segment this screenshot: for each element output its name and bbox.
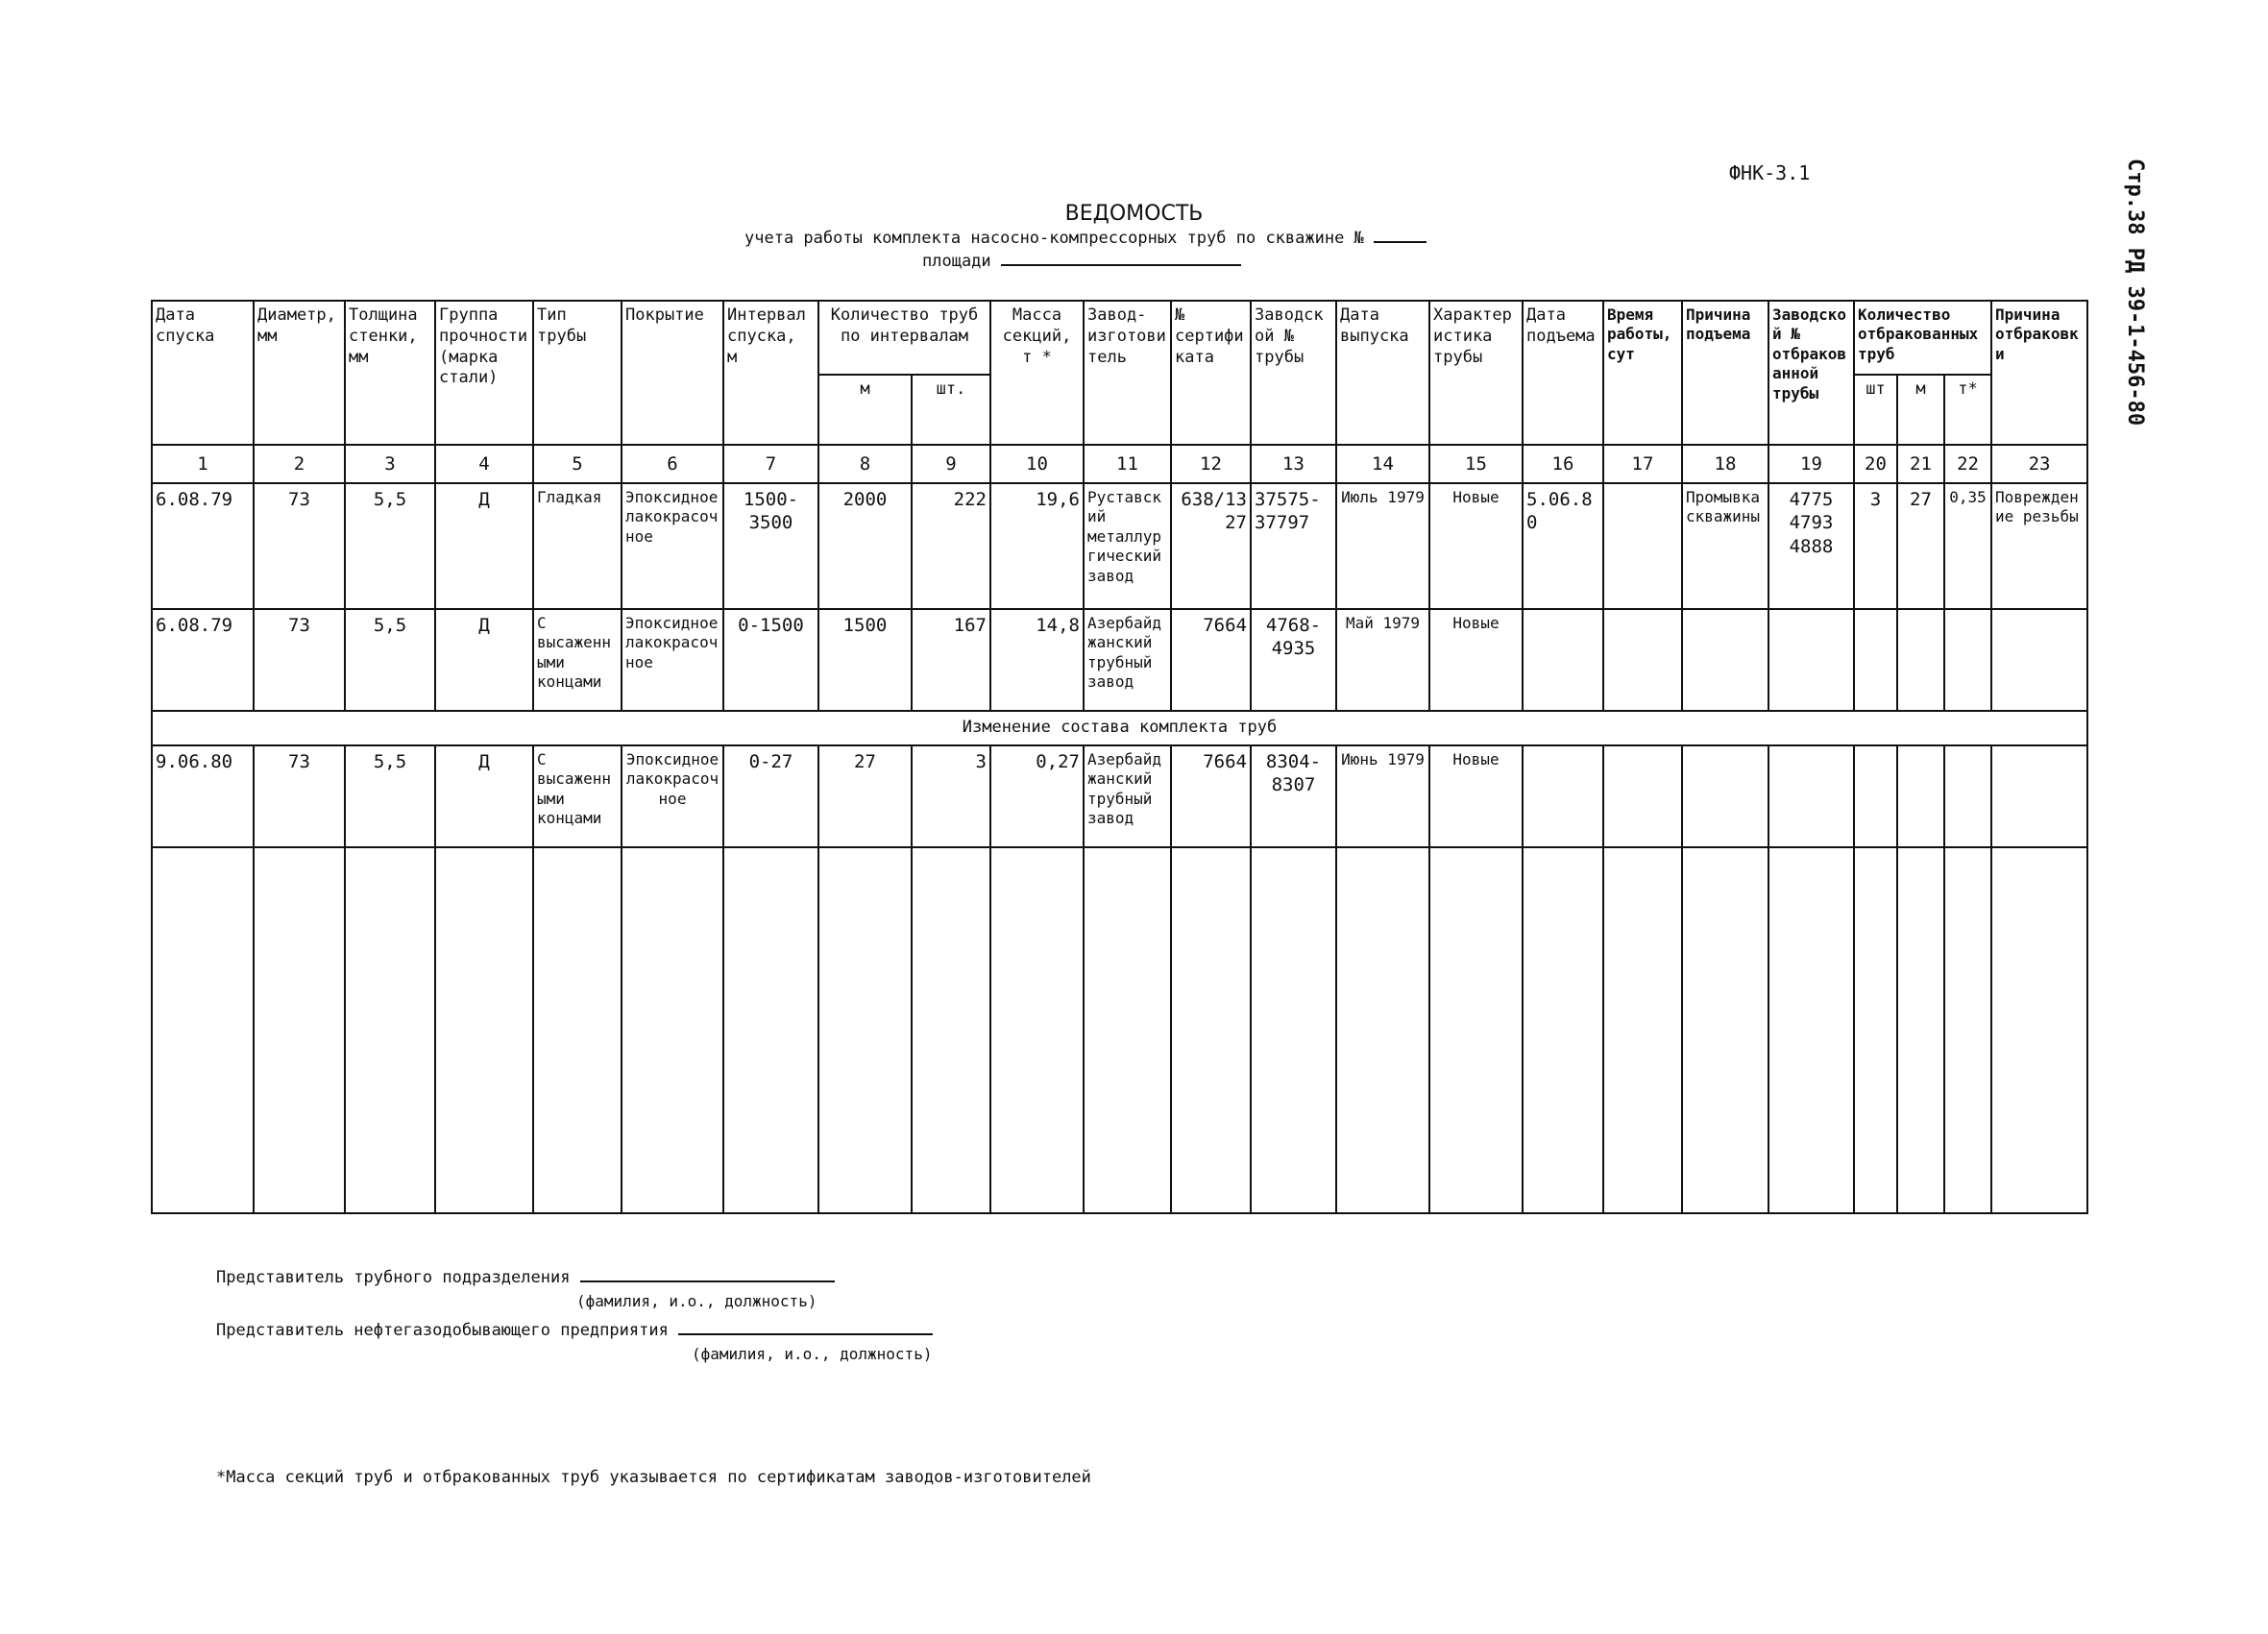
column-number: 9 [912, 445, 990, 483]
cell-characteristic: Новые [1429, 483, 1523, 609]
cell-rejected-pcs [1854, 609, 1897, 711]
empty-cell[interactable] [818, 847, 912, 1213]
table-row [152, 609, 2087, 711]
cell-work-time [1603, 609, 1682, 711]
column-number: 10 [990, 445, 1084, 483]
form-code: ФНК-3.1 [1729, 161, 1811, 184]
empty-cell[interactable] [152, 847, 254, 1213]
empty-cell[interactable] [1682, 847, 1768, 1213]
header-thickness: Толщина стенки, мм [345, 301, 435, 445]
header-pipe-number: Заводской № трубы [1251, 301, 1336, 445]
cell-rejected-number [1768, 609, 1854, 711]
header-rejected-number: Заводской № отбракованной трубы [1768, 301, 1854, 445]
cell-rejected-m [1897, 745, 1944, 847]
cell-pieces: 3 [912, 745, 990, 847]
empty-cell[interactable] [1897, 847, 1944, 1213]
cell-issue-date: Июль 1979 [1336, 483, 1429, 609]
cell-rejected-t [1944, 745, 1991, 847]
empty-cell[interactable] [1429, 847, 1523, 1213]
document-title: ВЕДОМОСТЬ [1064, 202, 1204, 226]
cell-lift-date: 5.06.80 [1523, 483, 1603, 609]
cell-rejected-m [1897, 609, 1944, 711]
cell-pipe-number: 4768-4935 [1251, 609, 1336, 711]
cell-work-time [1603, 745, 1682, 847]
column-number: 19 [1768, 445, 1854, 483]
header-issue-date: Дата выпуска [1336, 301, 1429, 445]
cell-meters: 2000 [818, 483, 912, 609]
empty-cell[interactable] [1991, 847, 2087, 1213]
cell-diameter: 73 [254, 609, 345, 711]
cell-manufacturer: Азербайджанский трубный завод [1084, 609, 1171, 711]
cell-certificate: 7664 [1171, 609, 1251, 711]
cell-issue-date: Май 1979 [1336, 609, 1429, 711]
area-line [922, 252, 1241, 271]
empty-row [152, 847, 2087, 1213]
pipe-rep-signature-line[interactable] [580, 1280, 835, 1282]
header-rejected-m: м [1897, 375, 1944, 445]
empty-cell[interactable] [1523, 847, 1603, 1213]
header-rejected-t: т* [1944, 375, 1991, 445]
header-date: Дата спуска [152, 301, 254, 445]
cell-rejected-t [1944, 609, 1991, 711]
cell-diameter: 73 [254, 483, 345, 609]
empty-cell[interactable] [1251, 847, 1336, 1213]
empty-cell[interactable] [254, 847, 345, 1213]
empty-cell[interactable] [1171, 847, 1251, 1213]
header-interval: Интервал спуска, м [723, 301, 818, 445]
cell-coating: Эпоксидное лакокрасочное [622, 745, 723, 847]
cell-manufacturer: Руставский металлургический завод [1084, 483, 1171, 609]
column-number: 17 [1603, 445, 1682, 483]
cell-rejected-pcs: 3 [1854, 483, 1897, 609]
pipe-ledger-table [151, 300, 2088, 1214]
empty-cell[interactable] [1768, 847, 1854, 1213]
cell-lift-date [1523, 745, 1603, 847]
table-row [152, 745, 2087, 847]
cell-rejected-number [1768, 745, 1854, 847]
cell-thickness: 5,5 [345, 745, 435, 847]
cell-pieces: 222 [912, 483, 990, 609]
table-row [152, 483, 2087, 609]
cell-date: 9.06.80 [152, 745, 254, 847]
cell-lift-reason [1682, 745, 1768, 847]
empty-cell[interactable] [912, 847, 990, 1213]
column-number: 20 [1854, 445, 1897, 483]
header-meters: м [818, 375, 912, 445]
column-number: 12 [1171, 445, 1251, 483]
cell-diameter: 73 [254, 745, 345, 847]
column-number: 22 [1944, 445, 1991, 483]
header-rejected-quantity: Количество отбракованных труб [1854, 301, 1991, 375]
cell-lift-date [1523, 609, 1603, 711]
cell-group: Д [435, 483, 533, 609]
empty-cell[interactable] [1603, 847, 1682, 1213]
cell-meters: 27 [818, 745, 912, 847]
column-number: 5 [533, 445, 622, 483]
column-number: 8 [818, 445, 912, 483]
composition-change-label: Изменение состава комплекта труб [152, 711, 2087, 745]
pipe-rep-label: Представитель трубного подразделения [216, 1268, 571, 1287]
column-number: 18 [1682, 445, 1768, 483]
header-certificate: № сертификата [1171, 301, 1251, 445]
cell-characteristic: Новые [1429, 745, 1523, 847]
header-section-mass: Масса секций, т * [990, 301, 1084, 445]
side-page-reference: Стр.38 РД 39-1-456-80 [2123, 159, 2147, 427]
column-number-row [152, 445, 2087, 483]
well-number-blank[interactable] [1374, 241, 1427, 243]
empty-cell[interactable] [435, 847, 533, 1213]
header-row-top [152, 301, 2087, 375]
document-subtitle [744, 229, 1427, 248]
header-quantity-by-interval: Количество труб по интервалам [818, 301, 990, 375]
header-rejection-reason: Причина отбраковки [1991, 301, 2087, 445]
header-lift-date: Дата подъема [1523, 301, 1603, 445]
column-number: 1 [152, 445, 254, 483]
cell-thickness: 5,5 [345, 483, 435, 609]
column-number: 23 [1991, 445, 2087, 483]
cell-rejection-reason [1991, 609, 2087, 711]
footnote: *Масса секций труб и отбракованных труб указывается по сертификатам заводов-изготовителей [216, 1468, 1091, 1487]
cell-thickness: 5,5 [345, 609, 435, 711]
empty-cell[interactable] [1084, 847, 1171, 1213]
column-number: 7 [723, 445, 818, 483]
cell-mass: 0,27 [990, 745, 1084, 847]
cell-certificate: 7664 [1171, 745, 1251, 847]
header-coating: Покрытие [622, 301, 723, 445]
header-rejected-pcs: шт [1854, 375, 1897, 445]
empty-cell[interactable] [1944, 847, 1991, 1213]
cell-characteristic: Новые [1429, 609, 1523, 711]
cell-pipe-number: 8304-8307 [1251, 745, 1336, 847]
empty-cell[interactable] [723, 847, 818, 1213]
header-diameter: Диаметр, мм [254, 301, 345, 445]
area-blank[interactable] [1001, 264, 1241, 266]
cell-pipe-number: 37575-37797 [1251, 483, 1336, 609]
cell-date: 6.08.79 [152, 483, 254, 609]
header-pipe-type: Тип трубы [533, 301, 622, 445]
cell-rejected-t: 0,35 [1944, 483, 1991, 609]
cell-interval: 0-1500 [723, 609, 818, 711]
cell-date: 6.08.79 [152, 609, 254, 711]
cell-mass: 14,8 [990, 609, 1084, 711]
cell-rejection-reason [1991, 745, 2087, 847]
empty-cell[interactable] [622, 847, 723, 1213]
cell-meters: 1500 [818, 609, 912, 711]
oil-rep-label: Представитель нефтегазодобывающего предприятия [216, 1321, 669, 1340]
cell-work-time [1603, 483, 1682, 609]
empty-cell[interactable] [1336, 847, 1429, 1213]
pipe-rep-caption: (фамилия, и.о., должность) [576, 1292, 817, 1310]
cell-manufacturer: Азербайджанский трубный завод [1084, 745, 1171, 847]
cell-coating: Эпоксидное лакокрасочное [622, 609, 723, 711]
cell-type: Гладкая [533, 483, 622, 609]
column-number: 3 [345, 445, 435, 483]
header-strength-group: Группа прочности (марка стали) [435, 301, 533, 445]
cell-type: С высаженными концами [533, 745, 622, 847]
oil-rep-signature [216, 1321, 933, 1340]
column-number: 14 [1336, 445, 1429, 483]
cell-pieces: 167 [912, 609, 990, 711]
column-number: 2 [254, 445, 345, 483]
cell-coating: Эпоксидное лакокрасочное [622, 483, 723, 609]
cell-mass: 19,6 [990, 483, 1084, 609]
column-number: 15 [1429, 445, 1523, 483]
composition-change-row [152, 711, 2087, 745]
empty-cell[interactable] [345, 847, 435, 1213]
cell-rejected-m: 27 [1897, 483, 1944, 609]
cell-rejected-number: 4775 4793 4888 [1768, 483, 1854, 609]
oil-rep-caption: (фамилия, и.о., должность) [692, 1345, 933, 1363]
header-pieces: шт. [912, 375, 990, 445]
cell-interval: 0-27 [723, 745, 818, 847]
column-number: 6 [622, 445, 723, 483]
header-work-time: Время работы, сут [1603, 301, 1682, 445]
column-number: 16 [1523, 445, 1603, 483]
subtitle-text: учета работы комплекта насосно-компрессорных труб по скважине № [744, 229, 1364, 248]
cell-certificate: 638/1327 [1171, 483, 1251, 609]
header-characteristic: Характеристика трубы [1429, 301, 1523, 445]
cell-issue-date: Июнь 1979 [1336, 745, 1429, 847]
area-label: площади [922, 252, 991, 271]
pipe-rep-signature [216, 1268, 835, 1287]
header-lift-reason: Причина подъема [1682, 301, 1768, 445]
cell-group: Д [435, 745, 533, 847]
column-number: 21 [1897, 445, 1944, 483]
cell-type: С высаженными концами [533, 609, 622, 711]
cell-lift-reason [1682, 609, 1768, 711]
cell-rejected-pcs [1854, 745, 1897, 847]
column-number: 11 [1084, 445, 1171, 483]
oil-rep-signature-line[interactable] [678, 1333, 933, 1335]
empty-cell[interactable] [533, 847, 622, 1213]
cell-interval: 1500-3500 [723, 483, 818, 609]
cell-rejection-reason: Повреждение резьбы [1991, 483, 2087, 609]
column-number: 13 [1251, 445, 1336, 483]
header-manufacturer: Завод-изготовитель [1084, 301, 1171, 445]
cell-lift-reason: Промывка скважины [1682, 483, 1768, 609]
empty-cell[interactable] [1854, 847, 1897, 1213]
empty-cell[interactable] [990, 847, 1084, 1213]
cell-group: Д [435, 609, 533, 711]
column-number: 4 [435, 445, 533, 483]
